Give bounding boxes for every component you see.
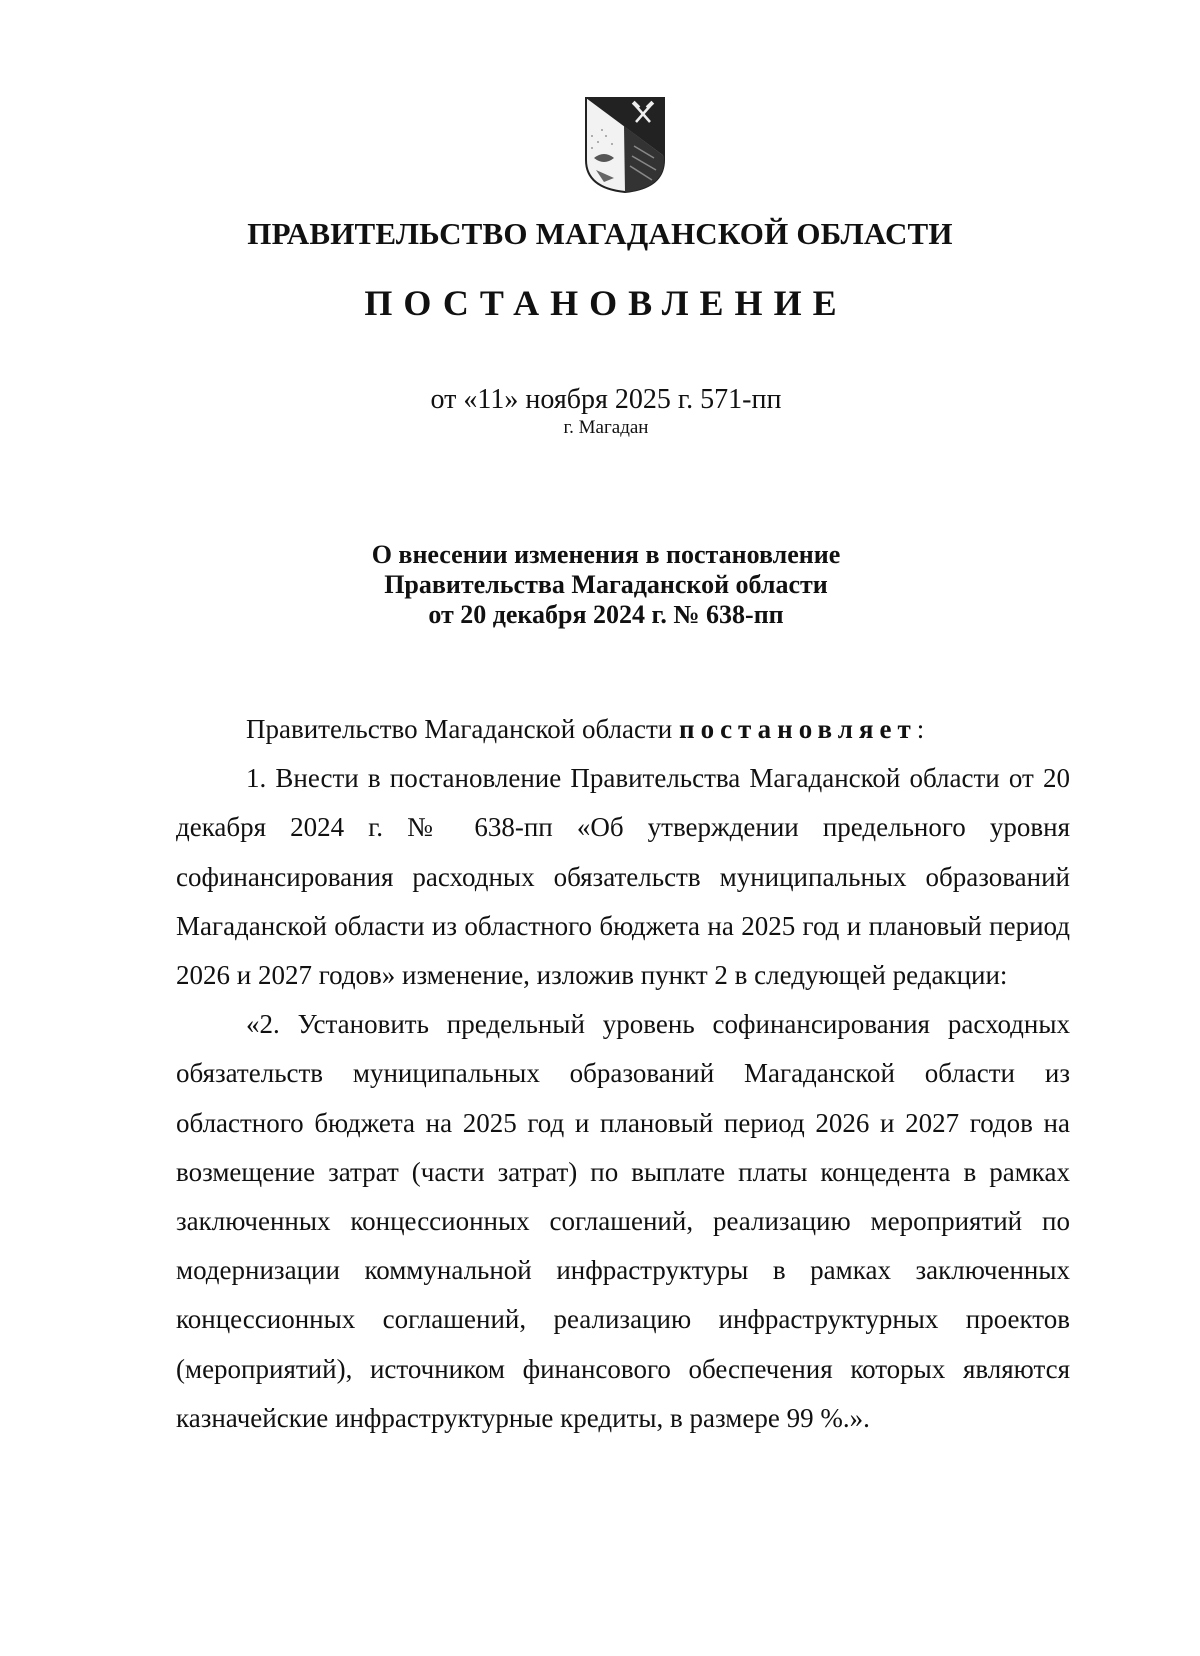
document-title-line-2: Правительства Магаданской области xyxy=(384,570,828,599)
intro-verb: постановляет xyxy=(679,714,917,744)
document-city: г. Магадан xyxy=(563,417,649,438)
body-paragraph-2: «2. Установить предельный уровень софинансирования расходных обязательств муниципальных образований Магаданской области из областного бюджета на 2025 год и плановый период 2026 и 2027 годов на возмещение затрат (части затрат) по выплате платы концедента в рамках заключенных концессионных соглашений, реализацию мероприятий по модернизации коммунальной инфраструктуры в рамках заключенных концессионных соглашений, реализацию инфраструктурных проектов (мероприятий), источником финансового обеспечения которых являются казначейские инфраструктурные кредиты, в размере 99 %.». xyxy=(176,1009,1070,1433)
body-intro xyxy=(176,705,1070,754)
document-body xyxy=(176,705,1070,1443)
document-type: ПОСТАНОВЛЕНИЕ xyxy=(364,283,848,323)
organization-name: ПРАВИТЕЛЬСТВО МАГАДАНСКОЙ ОБЛАСТИ xyxy=(247,216,953,251)
document-title-line-1: О внесении изменения в постановление xyxy=(371,540,841,569)
body-paragraph-1: 1. Внести в постановление Правительства Магаданской области от 20 декабря 2024 г. № 638-пп «Об утверждении предельного уровня софинансирования расходных обязательств муниципальных образований Магаданской области из областного бюджета на 2025 год и плановый период 2026 и 2027 годов» изменение, изложив пункт 2 в следующей редакции: xyxy=(176,763,1070,991)
document-title-line-3: от 20 декабря 2024 г. № 638-пп xyxy=(428,600,784,629)
intro-suffix: : xyxy=(916,714,925,744)
intro-prefix: Правительство Магаданской области xyxy=(246,714,680,744)
coat-of-arms-icon xyxy=(584,96,666,194)
document-title xyxy=(0,540,1200,630)
document-date-number: от «11» ноября 2025 г. 571-пп xyxy=(430,384,782,415)
